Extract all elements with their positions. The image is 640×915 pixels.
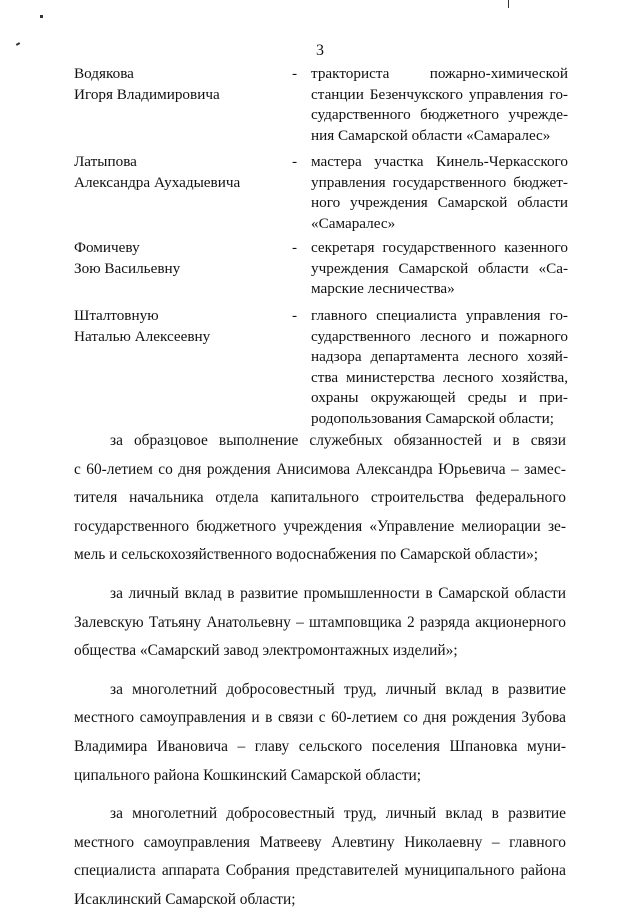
- name-line: Водякова: [74, 65, 134, 82]
- name-line: Игоря Владимировича: [74, 85, 220, 103]
- position-line: родопользования Самарской области;: [311, 409, 554, 427]
- name-line: Александра Аухадыевича: [74, 173, 241, 191]
- name-line: Фомичеву: [74, 239, 140, 256]
- position-line: секретаря государственного казенного: [311, 239, 568, 256]
- position-line: сударственного бюджетного учрежде-: [311, 106, 568, 123]
- page-number: 3: [316, 42, 324, 59]
- name-line: Зою Васильевну: [74, 259, 181, 277]
- position-line: главного специалиста управления го-: [311, 307, 568, 324]
- paragraph-line: местного самоуправления и в связи с 60-летием со дня рождения Зубова: [74, 709, 566, 727]
- recipient-name: [74, 64, 274, 105]
- award-paragraphs: [74, 427, 566, 915]
- position-line: надзора департамента лесного хозяй-: [311, 348, 568, 365]
- paragraph-line: с 60-летием со дня рождения Анисимова Александра Юрьевича – замес-: [74, 460, 566, 478]
- paragraph-line: за многолетний добросовестный труд, личный вклад в развитие: [110, 805, 566, 823]
- award-paragraph: [74, 580, 566, 666]
- position-line: тракториста пожарно-химической: [311, 65, 568, 82]
- paragraph-line: специалиста аппарата Собрания представителей муниципального района: [74, 862, 566, 880]
- paragraph-line: государственного бюджетного учреждения «Управление мелиорации зе-: [74, 517, 566, 535]
- recipient-position: [311, 64, 568, 146]
- paragraph-line: местного самоуправления Матвееву Алевтину Николаевну – главного: [74, 833, 566, 851]
- entry-dash: -: [292, 307, 298, 324]
- scan-mark: [508, 0, 509, 8]
- scan-mark: [40, 15, 43, 18]
- position-line: марские лесничества»: [311, 280, 455, 297]
- entry-dash: -: [292, 65, 298, 82]
- position-line: «Самаралес»: [311, 214, 396, 232]
- recipient-position: [311, 152, 568, 234]
- position-line: ного учреждения Самарской области: [311, 194, 568, 211]
- paragraph-line: мель и сельскохозяйственного водоснабжения по Самарской области»;: [74, 546, 539, 564]
- name-line: Наталью Алексеевну: [74, 327, 211, 345]
- paragraph-line: за многолетний добросовестный труд, личный вклад в развитие: [110, 680, 566, 698]
- paragraph-line: ципального района Кошкинский Самарской области;: [74, 766, 422, 784]
- entry-dash: -: [292, 153, 298, 170]
- paragraph-line: за образцовое выполнение служебных обязанностей и в связи: [110, 432, 566, 449]
- position-line: ства министерства лесного хозяйства,: [311, 368, 568, 386]
- position-line: ния Самарской области «Самаралес»: [311, 126, 551, 144]
- paragraph-line: за личный вклад в развитие промышленности в Самарской области: [110, 584, 566, 602]
- paragraph-line: тителя начальника отдела капитального строительства федерального: [74, 489, 566, 507]
- award-paragraph: [74, 800, 566, 914]
- recipient-name: [74, 238, 274, 279]
- name-line: Латыпова: [74, 153, 137, 170]
- position-line: охраны окружающей среды и при-: [311, 389, 568, 406]
- position-line: мастера участка Кинель-Черкасского: [311, 153, 568, 170]
- entry-dash: -: [292, 239, 298, 256]
- paragraph-line: Владимира Ивановича – главу сельского поселения Шпановка муни-: [74, 737, 566, 755]
- award-paragraph: [74, 427, 566, 570]
- position-line: станции Безенчукского управления го-: [311, 85, 568, 103]
- recipient-position: [311, 306, 568, 429]
- paragraph-line: Залевскую Татьяну Анатольевну – штамповщика 2 разряда акционерного: [74, 613, 566, 631]
- recipient-name: [74, 306, 274, 347]
- paragraph-line: общества «Самарский завод электромонтажных изделий»;: [74, 642, 458, 660]
- position-line: сударственного лесного и пожарного: [311, 327, 568, 345]
- recipient-position: [311, 238, 568, 300]
- position-line: управления государственного бюджет-: [311, 173, 568, 191]
- name-line: Штaлтовную: [74, 307, 159, 324]
- award-paragraph: [74, 676, 566, 790]
- paragraph-line: Исаклинский Самарской области;: [74, 890, 296, 908]
- recipient-name: [74, 152, 274, 193]
- position-line: учреждения Самарской области «Са-: [311, 259, 568, 277]
